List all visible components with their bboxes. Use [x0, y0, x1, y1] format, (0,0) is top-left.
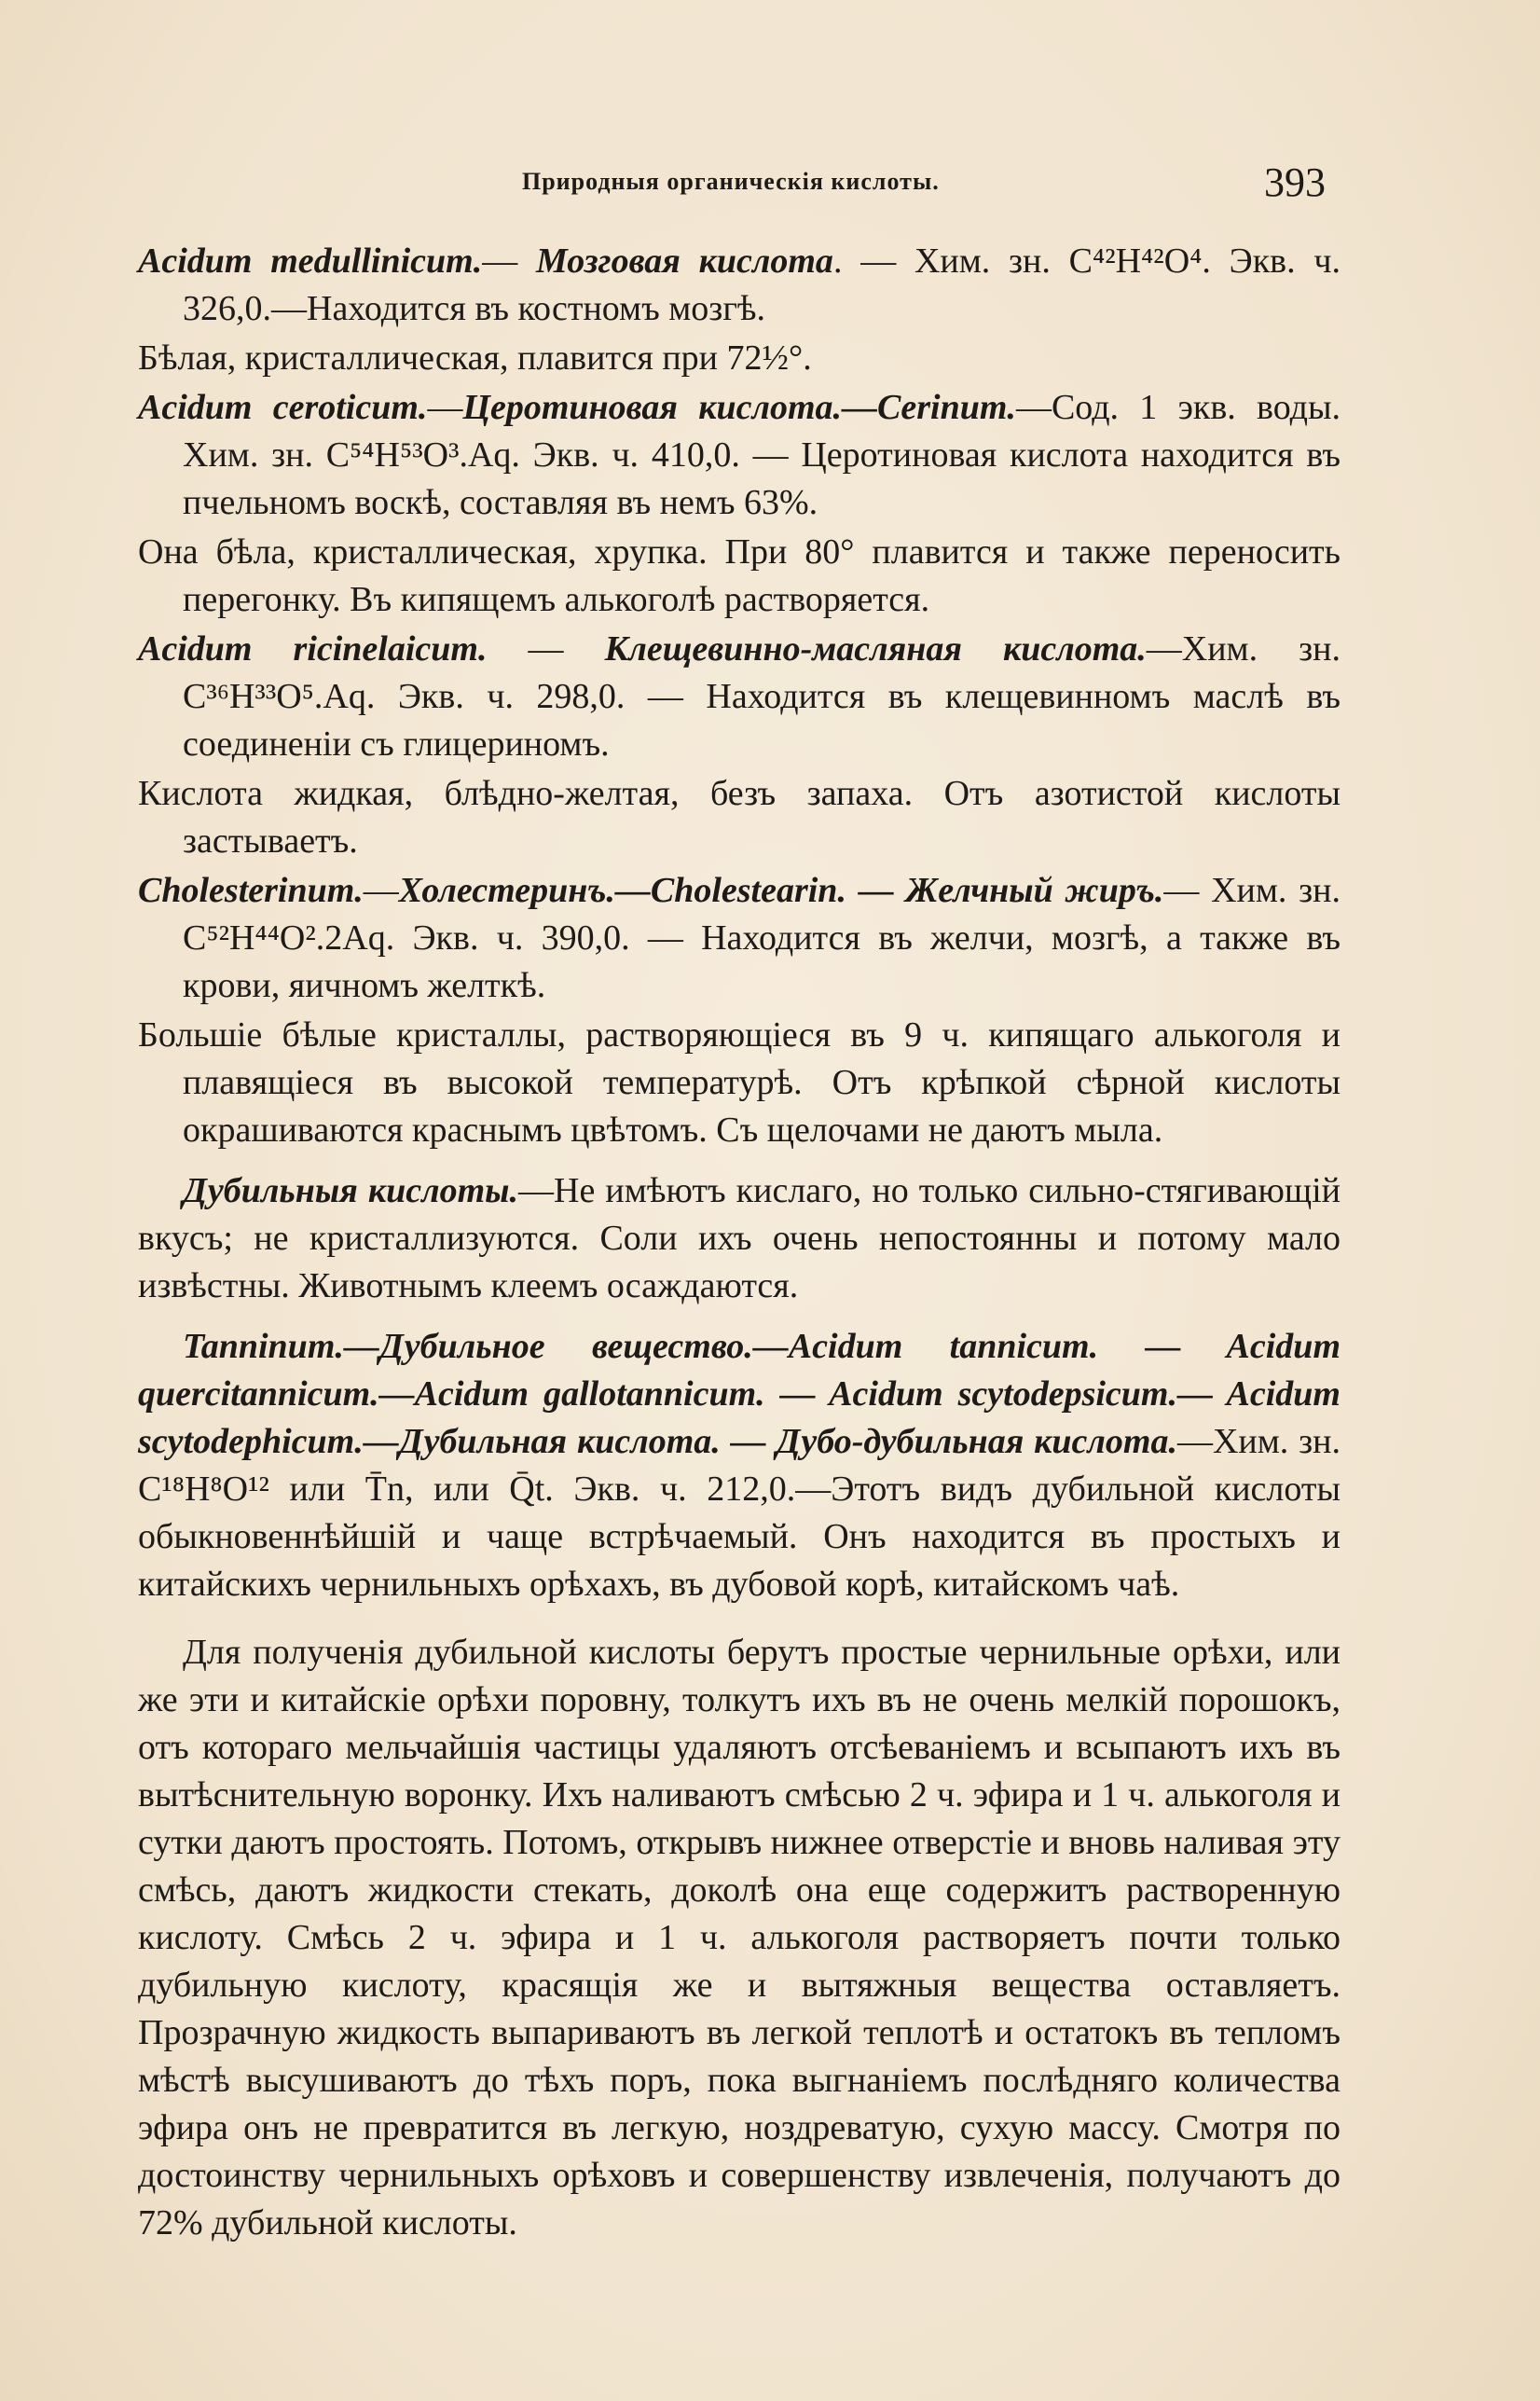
entry-details: —Хим. зн. C¹⁸H⁸O¹² или T̄n, или Q̄t. Экв. ч. 212,0.—Этотъ видъ дубильной кислоты обыкновеннѣйшій и чаще встрѣчаемый. Онъ находится въ простыхъ и китайскихъ чернильныхъ орѣхахъ, въ дубовой корѣ, китайскомъ чаѣ.	[138, 1422, 1341, 1604]
dash: —	[427, 388, 463, 427]
russian-name: Церотиновая кислота.	[462, 388, 843, 427]
russian-synonyms: —Дубильная кислота. — Дубо-дубильная кислота.	[363, 1422, 1177, 1461]
latin-name: Acidum ceroticum.	[138, 388, 428, 427]
russian-name: Клещевинно-масляная кислота.	[604, 629, 1147, 669]
russian-name: —Дубильное вещество.	[343, 1327, 753, 1366]
entry-details: — Хим. зн. C⁵²H⁴⁴O².2Aq. Экв. ч. 390,0. — Находится въ желчи, мозгѣ, а также въ крови, яичномъ желткѣ.	[183, 871, 1341, 1005]
entry-description: Кислота жидкая, блѣдно-желтая, безъ запаха. Отъ азотистой кислоты застываетъ.	[138, 774, 1341, 861]
dash: —	[482, 241, 536, 281]
entry-description: Она бѣла, кристаллическая, хрупка. При 80° плавится и также переносить перегонку. Въ кипящемъ алькоголѣ растворяется.	[138, 532, 1341, 619]
entry-cerotic	[138, 384, 1341, 527]
dash: —	[363, 871, 399, 910]
entry-description: Бѣлая, кристаллическая, плавится при 72½°.	[138, 338, 812, 378]
running-title: Природныя органическія кислоты.	[522, 168, 940, 195]
latin-synonym: —Cholestearin.	[614, 871, 846, 910]
latin-name: Acidum medullinicum.	[138, 241, 483, 281]
tannic-acids-intro	[138, 1167, 1341, 1310]
latin-synonyms: —Acidum tannicum. — Acidum quercitannicum.—Acidum gallotannicum. — Acidum scytodepsicum.— Acidum scytodephicum.	[138, 1327, 1341, 1461]
preparation-paragraph: Для полученія дубильной кислоты берутъ простые чернильные орѣхи, или же эти и китайскіе орѣхи поровну, толкутъ ихъ въ не очень мелкій порошокъ, отъ котораго мельчайшія частицы удаляютъ отсѣеваніемъ и всыпаютъ ихъ въ вытѣснительную воронку. Ихъ наливаютъ смѣсью 2 ч. эфира и 1 ч. алькоголя и сутки даютъ простоять. Потомъ, открывъ нижнее отверстіе и вновь наливая эту смѣсь, даютъ жидкости стекать, доколѣ она еще содержитъ растворенную кислоту. Смѣсь 2 ч. эфира и 1 ч. алькоголя растворяетъ почти только дубильную кислоту, красящія же и вытяжныя вещества оставляетъ. Прозрачную жидкость выпариваютъ въ легкой теплотѣ и остатокъ въ тепломъ мѣстѣ высушиваютъ до тѣхъ поръ, пока выгнаніемъ послѣдняго количества эфира онъ не превратится въ легкую, ноздреватую, сухую массу. Смотря по достоинству чернильныхъ орѣховъ и совершенству извлеченія, получаютъ до 72% дубильной кислоты.	[138, 1633, 1341, 2242]
latin-name: Tanninum.	[183, 1327, 344, 1366]
section-text: —Не имѣютъ кислаго, но только сильно-стягивающій вкусъ; не кристаллизуются. Соли ихъ очень непостоянны и потому мало извѣстны. Животнымъ клеемъ осаждаются.	[138, 1171, 1341, 1305]
page-body	[138, 238, 1341, 2249]
entry-details: —Сод. 1 экв. воды. Хим. зн. C⁵⁴H⁵³O³.Aq. Экв. ч. 410,0. — Церотиновая кислота находится въ пчельномъ воскѣ, составляя въ немъ 63%.	[183, 388, 1341, 522]
section-heading: Дубильныя кислоты.	[183, 1171, 519, 1210]
entry-ricinelaic	[138, 626, 1341, 768]
russian-name: Холестеринъ.	[398, 871, 615, 910]
latin-name: Acidum ricinelaicum.	[138, 629, 488, 669]
russian-synonym: — Желчный жиръ.	[846, 871, 1164, 910]
latin-name: Cholesterinum.	[138, 871, 364, 910]
latin-synonym: —Cerinum.	[842, 388, 1016, 427]
entry-description: Большіе бѣлые кристаллы, растворяющіеся въ 9 ч. кипящаго алькоголя и плавящіеся въ высокой температурѣ. Отъ крѣпкой сѣрной кислоты окрашиваются краснымъ цвѣтомъ. Съ щелочами не даютъ мыла.	[138, 1015, 1341, 1150]
entry-details: . — Хим. зн. C⁴²H⁴²O⁴. Экв. ч. 326,0.—Находится въ костномъ мозгѣ.	[183, 241, 1341, 328]
entry-cholesterin	[138, 867, 1341, 1010]
dash: —	[487, 629, 605, 669]
russian-name: Мозговая кислота	[535, 241, 833, 281]
page-number: 393	[1264, 159, 1326, 205]
entry-medullinic	[138, 238, 1341, 333]
page-header	[0, 159, 1540, 214]
tannin-entry	[138, 1323, 1341, 1608]
entry-details: —Хим. зн. C³⁶H³³O⁵.Aq. Экв. ч. 298,0. — Находится въ клещевинномъ маслѣ въ соединеніи съ глицериномъ.	[183, 629, 1341, 764]
